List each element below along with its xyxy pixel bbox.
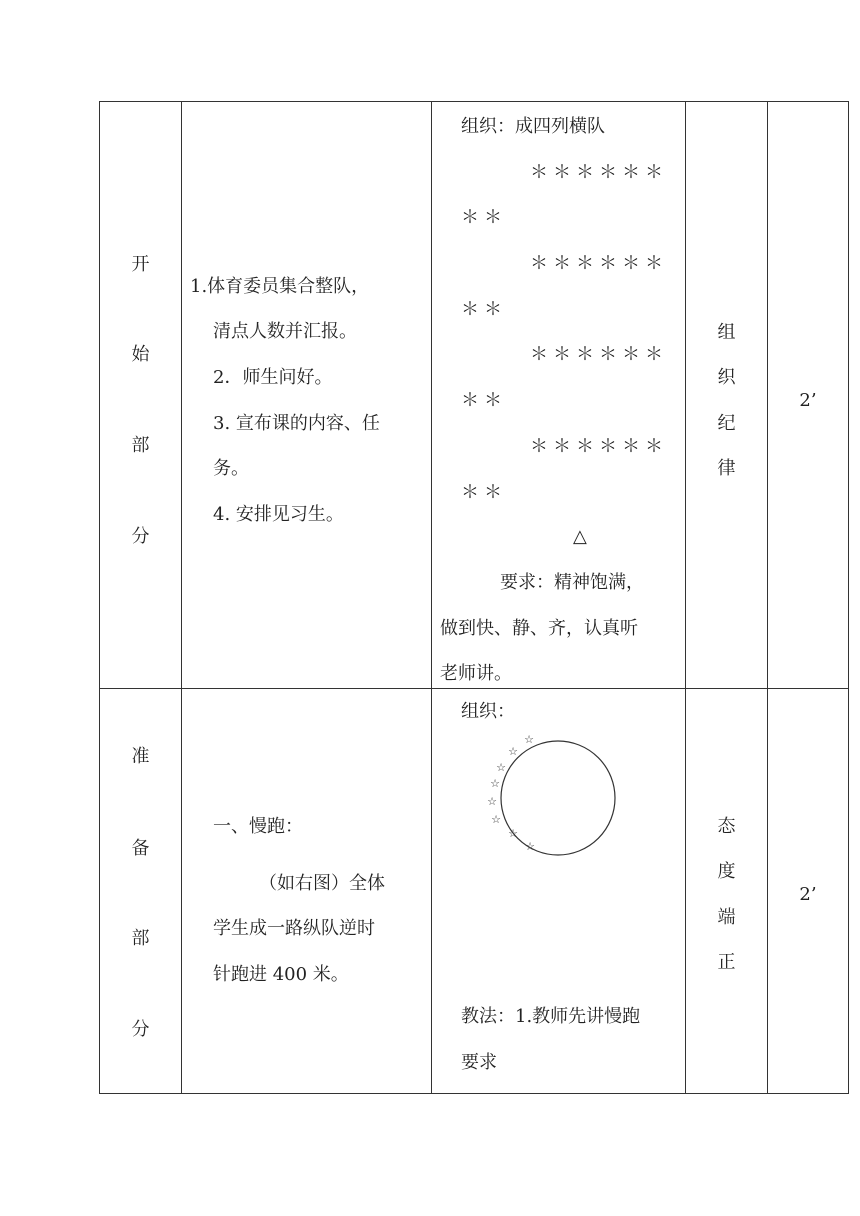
time-value: 2’ <box>799 390 817 411</box>
time-cell <box>768 689 849 1094</box>
time-value: 2’ <box>799 884 817 905</box>
organization-cell <box>432 689 686 1094</box>
section-row-warmup <box>100 689 849 1094</box>
goal-char: 织 <box>717 367 736 388</box>
student-row-wrap: ＊＊ <box>461 207 507 228</box>
section-label-cell <box>100 102 182 689</box>
student-row: ＊＊＊＊＊＊ <box>530 162 668 183</box>
runner-star-icon: ☆ <box>496 761 506 774</box>
organization-title: 组织：成四列横队 <box>461 116 605 137</box>
content-line: （如右图）全体 <box>259 873 385 894</box>
student-row-wrap: ＊＊ <box>461 482 507 503</box>
content-line: 务。 <box>213 458 249 479</box>
content-line: 一、慢跑： <box>213 816 303 837</box>
content-line: 4. 安排见习生。 <box>213 504 344 525</box>
goal-cell <box>686 102 768 689</box>
goal-char: 律 <box>717 458 736 479</box>
goal-char: 态 <box>717 816 736 837</box>
runner-star-icon: ☆ <box>490 777 500 790</box>
section-label-char: 始 <box>131 344 150 365</box>
section-row-start <box>100 102 849 689</box>
content-line: 3. 宣布课的内容、任 <box>213 413 380 434</box>
goal-cell <box>686 689 768 1094</box>
organization-cell <box>432 102 686 689</box>
content-cell <box>182 689 432 1094</box>
runner-star-icon: ☆ <box>524 733 534 746</box>
content-line: 清点人数并汇报。 <box>213 321 357 342</box>
goal-char: 端 <box>717 907 736 928</box>
track-circle <box>501 741 615 855</box>
student-row-wrap: ＊＊ <box>461 390 507 411</box>
method-line: 教法：1.教师先讲慢跑 <box>461 1006 641 1027</box>
section-label-cell <box>100 689 182 1094</box>
student-row: ＊＊＊＊＊＊ <box>530 436 668 457</box>
goal-char: 纪 <box>717 413 736 434</box>
student-row: ＊＊＊＊＊＊ <box>530 344 668 365</box>
goal-char: 组 <box>717 322 736 343</box>
content-cell <box>182 102 432 689</box>
runner-star-icon: ☆ <box>491 813 501 826</box>
running-track-diagram <box>482 729 632 869</box>
section-label-char: 备 <box>131 838 150 859</box>
goal-char: 度 <box>717 861 736 882</box>
organization-title: 组织： <box>461 701 515 722</box>
runner-star-icon: ☆ <box>487 795 497 808</box>
lesson-plan-table <box>99 101 849 1094</box>
section-label-char: 分 <box>131 526 150 547</box>
section-label-char: 准 <box>131 746 150 767</box>
method-line: 要求 <box>461 1052 497 1073</box>
section-label-char: 开 <box>131 254 150 275</box>
time-cell <box>768 102 849 689</box>
content-line: 针跑进 400 米。 <box>213 964 349 985</box>
content-line: 1.体育委员集合整队， <box>190 276 370 297</box>
runner-star-icon: ☆ <box>525 840 535 853</box>
content-line: 学生成一路纵队逆时 <box>213 918 375 939</box>
requirement-line: 做到快、静、齐，认真听 <box>440 618 638 639</box>
requirement-line: 老师讲。 <box>440 663 512 684</box>
teacher-marker-icon: △ <box>573 526 587 547</box>
content-line: 2．师生问好。 <box>213 367 333 388</box>
runner-star-icon: ☆ <box>508 745 518 758</box>
section-label-char: 部 <box>131 928 150 949</box>
student-row: ＊＊＊＊＊＊ <box>530 253 668 274</box>
student-row-wrap: ＊＊ <box>461 299 507 320</box>
goal-char: 正 <box>717 952 736 973</box>
runner-star-icon: ☆ <box>508 827 518 840</box>
section-label-char: 分 <box>131 1019 150 1040</box>
requirement-line: 要求：精神饱满， <box>500 572 644 593</box>
section-label-char: 部 <box>131 435 150 456</box>
